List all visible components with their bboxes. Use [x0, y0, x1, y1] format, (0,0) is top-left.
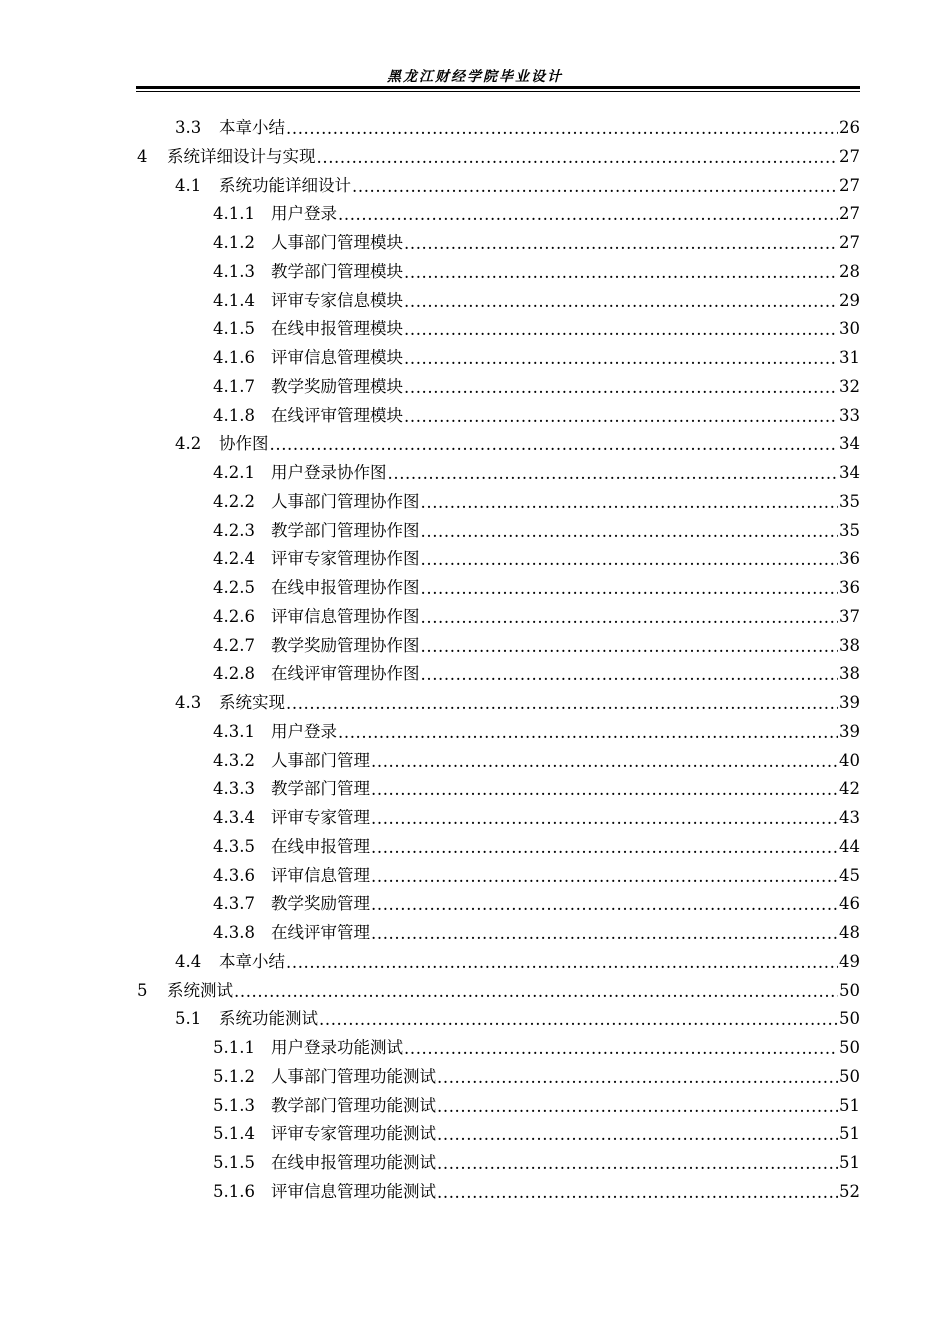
toc-entry-page-number: 50	[839, 980, 860, 1000]
header-rule-thick	[136, 86, 860, 89]
toc-entry[interactable]	[0, 430, 860, 458]
toc-entry-number: 4.2.2	[213, 491, 255, 511]
toc-entry-title: 用户登录功能测试	[271, 1038, 403, 1057]
toc-entry[interactable]	[0, 775, 860, 803]
toc-entry[interactable]	[0, 1120, 860, 1148]
toc-entry-title: 用户登录协作图	[271, 463, 387, 482]
toc-entry-number: 4.1.1	[213, 204, 255, 224]
header-rule-thin	[136, 91, 860, 92]
toc-entry[interactable]	[0, 287, 860, 315]
toc-entry-title: 评审信息管理	[271, 865, 370, 885]
toc-entry-page-number: 37	[839, 606, 860, 626]
toc-entry-number: 4.1.4	[213, 290, 255, 310]
toc-entry-number: 4.2.6	[213, 606, 255, 626]
toc-entry-page-number: 27	[839, 175, 860, 195]
toc-dot-leader	[404, 230, 838, 258]
toc-dot-leader	[371, 920, 838, 948]
toc-entry-page-number: 34	[839, 434, 860, 454]
toc-entry-number: 4.3.1	[213, 721, 255, 741]
toc-entry-title: 教学奖励管理	[271, 894, 370, 914]
toc-entry-title: 教学部门管理	[271, 779, 370, 799]
toc-dot-leader	[371, 748, 838, 776]
toc-entry-number: 4.3.5	[213, 836, 255, 856]
toc-entry-title: 教学奖励管理协作图	[271, 635, 420, 655]
toc-entry-number: 4.1.8	[213, 405, 255, 425]
toc-entry-number: 4.1.7	[213, 376, 255, 396]
toc-entry-number: 4.1.6	[213, 348, 255, 367]
toc-entry-number: 3.3	[175, 118, 202, 137]
toc-entry-number: 5.1.1	[213, 1038, 255, 1057]
toc-entry-page-number: 38	[839, 664, 860, 684]
toc-entry-number: 4.2.8	[213, 664, 255, 684]
toc-entry-number: 4.3.8	[213, 923, 255, 942]
toc-dot-leader	[437, 1150, 838, 1178]
toc-entry-number: 4.3.4	[213, 808, 255, 827]
toc-entry-number: 4.2.1	[213, 463, 255, 482]
toc-entry-title: 系统功能测试	[219, 1009, 318, 1029]
toc-entry-title: 在线评审管理	[271, 923, 370, 942]
toc-entry-number: 4.3.3	[213, 779, 255, 799]
toc-entry-page-number: 40	[839, 750, 860, 770]
toc-dot-leader	[437, 1121, 838, 1149]
toc-entry[interactable]	[0, 1149, 860, 1177]
toc-entry[interactable]	[0, 804, 860, 832]
toc-entry-number: 5	[137, 980, 148, 1000]
toc-entry-number: 4.1.2	[213, 233, 255, 252]
toc-dot-leader	[404, 403, 838, 431]
toc-entry-page-number: 52	[839, 1181, 860, 1201]
toc-dot-leader	[437, 1179, 838, 1207]
toc-entry-title: 人事部门管理模块	[271, 233, 403, 252]
toc-dot-leader	[371, 834, 838, 862]
toc-entry-title: 本章小结	[219, 951, 285, 971]
toc-entry-number: 5.1.2	[213, 1066, 255, 1086]
toc-dot-leader	[317, 144, 839, 172]
toc-entry[interactable]	[0, 948, 860, 976]
toc-entry[interactable]	[0, 890, 860, 918]
toc-entry-page-number: 49	[839, 951, 860, 971]
toc-entry[interactable]	[0, 373, 860, 401]
toc-dot-leader	[421, 575, 839, 603]
toc-entry-page-number: 35	[839, 520, 860, 540]
toc-entry-number: 4.2.3	[213, 520, 255, 540]
toc-entry-number: 4.3.7	[213, 894, 255, 914]
toc-entry[interactable]	[0, 200, 860, 228]
toc-entry-page-number: 51	[839, 1124, 860, 1144]
toc-dot-leader	[421, 661, 839, 689]
toc-entry[interactable]	[0, 1063, 860, 1091]
toc-entry-page-number: 36	[839, 578, 860, 597]
toc-entry-number: 4.2.5	[213, 578, 255, 597]
toc-dot-leader	[437, 1064, 838, 1092]
toc-entry-page-number: 39	[839, 721, 860, 741]
toc-entry-title: 人事部门管理功能测试	[271, 1066, 436, 1086]
toc-entry-title: 系统功能详细设计	[219, 175, 351, 195]
toc-entry[interactable]	[0, 258, 860, 286]
toc-entry-page-number: 39	[839, 693, 860, 712]
toc-entry-title: 在线评审管理模块	[271, 405, 403, 425]
toc-entry[interactable]	[0, 114, 860, 142]
toc-entry[interactable]	[0, 545, 860, 573]
toc-entry-title: 协作图	[219, 434, 269, 454]
toc-dot-leader	[421, 489, 839, 517]
toc-entry[interactable]	[0, 1034, 860, 1062]
toc-entry-title: 用户登录	[271, 204, 337, 224]
toc-entry[interactable]	[0, 459, 860, 487]
toc-dot-leader	[286, 115, 838, 143]
toc-dot-leader	[319, 1006, 838, 1034]
toc-entry[interactable]	[0, 143, 860, 171]
toc-entry-title: 系统测试	[167, 980, 233, 1000]
toc-dot-leader	[338, 719, 838, 747]
toc-entry[interactable]	[0, 517, 860, 545]
toc-dot-leader	[234, 978, 838, 1006]
toc-entry[interactable]	[0, 1005, 860, 1033]
toc-entry-page-number: 43	[839, 808, 860, 827]
toc-dot-leader	[371, 891, 838, 919]
toc-entry-page-number: 27	[839, 204, 860, 224]
toc-entry-title: 评审专家管理协作图	[271, 549, 420, 569]
toc-dot-leader	[338, 201, 838, 229]
toc-entry[interactable]	[0, 574, 860, 602]
toc-entry-page-number: 51	[839, 1095, 860, 1115]
toc-entry-number: 5.1	[175, 1009, 202, 1029]
toc-entry-page-number: 45	[839, 865, 860, 885]
toc-entry[interactable]	[0, 229, 860, 257]
toc-entry-page-number: 30	[839, 319, 860, 339]
toc-dot-leader	[371, 863, 838, 891]
toc-entry[interactable]	[0, 862, 860, 890]
toc-entry[interactable]	[0, 488, 860, 516]
toc-dot-leader	[270, 431, 839, 459]
toc-entry[interactable]	[0, 402, 860, 430]
toc-entry[interactable]	[0, 172, 860, 200]
toc-entry-page-number: 50	[839, 1009, 860, 1029]
toc-entry-page-number: 42	[839, 779, 860, 799]
toc-entry-title: 评审专家管理功能测试	[271, 1124, 436, 1144]
toc-entry-title: 评审信息管理模块	[271, 348, 403, 367]
toc-entry-title: 系统详细设计与实现	[167, 146, 316, 166]
toc-entry-number: 5.1.5	[213, 1153, 255, 1172]
toc-entry-title: 评审信息管理协作图	[271, 606, 420, 626]
toc-entry-title: 用户登录	[271, 721, 337, 741]
toc-entry-page-number: 34	[839, 463, 860, 482]
toc-dot-leader	[404, 259, 838, 287]
toc-entry[interactable]	[0, 747, 860, 775]
toc-entry-number: 4.1	[175, 175, 202, 195]
toc-entry[interactable]	[0, 1178, 860, 1206]
toc-entry-title: 评审专家管理	[271, 808, 370, 827]
toc-entry[interactable]	[0, 718, 860, 746]
toc-entry-number: 5.1.4	[213, 1124, 255, 1144]
toc-entry-number: 4.1.3	[213, 261, 255, 281]
toc-entry-title: 在线申报管理协作图	[271, 578, 420, 597]
toc-entry-page-number: 32	[839, 376, 860, 396]
toc-entry-title: 人事部门管理	[271, 750, 370, 770]
toc-entry-title: 评审专家信息模块	[271, 290, 403, 310]
toc-dot-leader	[421, 546, 839, 574]
toc-entry-number: 4	[137, 146, 148, 166]
toc-entry-page-number: 27	[839, 146, 860, 166]
toc-entry-title: 在线申报管理模块	[271, 319, 403, 339]
toc-entry[interactable]	[0, 833, 860, 861]
toc-entry-title: 教学奖励管理模块	[271, 376, 403, 396]
toc-entry[interactable]	[0, 632, 860, 660]
toc-entry[interactable]	[0, 1092, 860, 1120]
toc-dot-leader	[421, 633, 839, 661]
toc-entry[interactable]	[0, 315, 860, 343]
toc-entry-title: 教学部门管理协作图	[271, 520, 420, 540]
toc-entry-page-number: 33	[839, 405, 860, 425]
toc-entry-page-number: 35	[839, 491, 860, 511]
toc-entry-number: 4.4	[175, 951, 202, 971]
toc-entry-number: 5.1.6	[213, 1181, 255, 1201]
toc-entry-number: 4.2	[175, 434, 202, 454]
toc-dot-leader	[388, 460, 839, 488]
toc-entry-page-number: 44	[839, 836, 860, 856]
toc-entry-title: 评审信息管理功能测试	[271, 1181, 436, 1201]
toc-dot-leader	[404, 345, 838, 373]
toc-entry-page-number: 48	[839, 923, 860, 942]
toc-entry[interactable]	[0, 689, 860, 717]
toc-entry-page-number: 29	[839, 290, 860, 310]
toc-entry-page-number: 38	[839, 635, 860, 655]
toc-entry-page-number: 28	[839, 261, 860, 281]
toc-entry-title: 在线评审管理协作图	[271, 664, 420, 684]
toc-dot-leader	[404, 1035, 838, 1063]
toc-entry-page-number: 26	[839, 118, 860, 137]
toc-entry-page-number: 46	[839, 894, 860, 914]
toc-entry-page-number: 36	[839, 549, 860, 569]
toc-dot-leader	[421, 518, 839, 546]
toc-dot-leader	[286, 690, 838, 718]
toc-entry-number: 4.2.7	[213, 635, 255, 655]
toc-dot-leader	[352, 173, 838, 201]
toc-dot-leader	[421, 604, 839, 632]
toc-entry-title: 教学部门管理模块	[271, 261, 403, 281]
toc-entry-page-number: 51	[839, 1153, 860, 1172]
toc-dot-leader	[371, 805, 838, 833]
toc-entry[interactable]	[0, 660, 860, 688]
toc-entry-number: 5.1.3	[213, 1095, 255, 1115]
toc-entry[interactable]	[0, 603, 860, 631]
toc-entry-number: 4.2.4	[213, 549, 255, 569]
toc-entry-number: 4.3.6	[213, 865, 255, 885]
toc-entry-title: 人事部门管理协作图	[271, 491, 420, 511]
toc-entry[interactable]	[0, 919, 860, 947]
toc-entry[interactable]	[0, 344, 860, 372]
toc-entry-title: 在线申报管理功能测试	[271, 1153, 436, 1172]
toc-dot-leader	[371, 776, 838, 804]
page-header-title: 黑龙江财经学院毕业设计	[387, 69, 563, 85]
toc-entry-number: 4.3	[175, 693, 202, 712]
toc-entry-title: 本章小结	[219, 118, 285, 137]
toc-entry-number: 4.3.2	[213, 750, 255, 770]
toc-dot-leader	[404, 316, 838, 344]
toc-entry-page-number: 27	[839, 233, 860, 252]
toc-dot-leader	[404, 374, 838, 402]
toc-entry-title: 教学部门管理功能测试	[271, 1095, 436, 1115]
toc-entry-page-number: 50	[839, 1066, 860, 1086]
toc-dot-leader	[404, 288, 838, 316]
toc-entry-title: 在线申报管理	[271, 836, 370, 856]
toc-entry-number: 4.1.5	[213, 319, 255, 339]
toc-entry-page-number: 50	[839, 1038, 860, 1057]
toc-dot-leader	[286, 949, 838, 977]
toc-entry-page-number: 31	[839, 348, 860, 367]
toc-entry[interactable]	[0, 977, 860, 1005]
toc-entry-title: 系统实现	[219, 693, 285, 712]
toc-dot-leader	[437, 1093, 838, 1121]
